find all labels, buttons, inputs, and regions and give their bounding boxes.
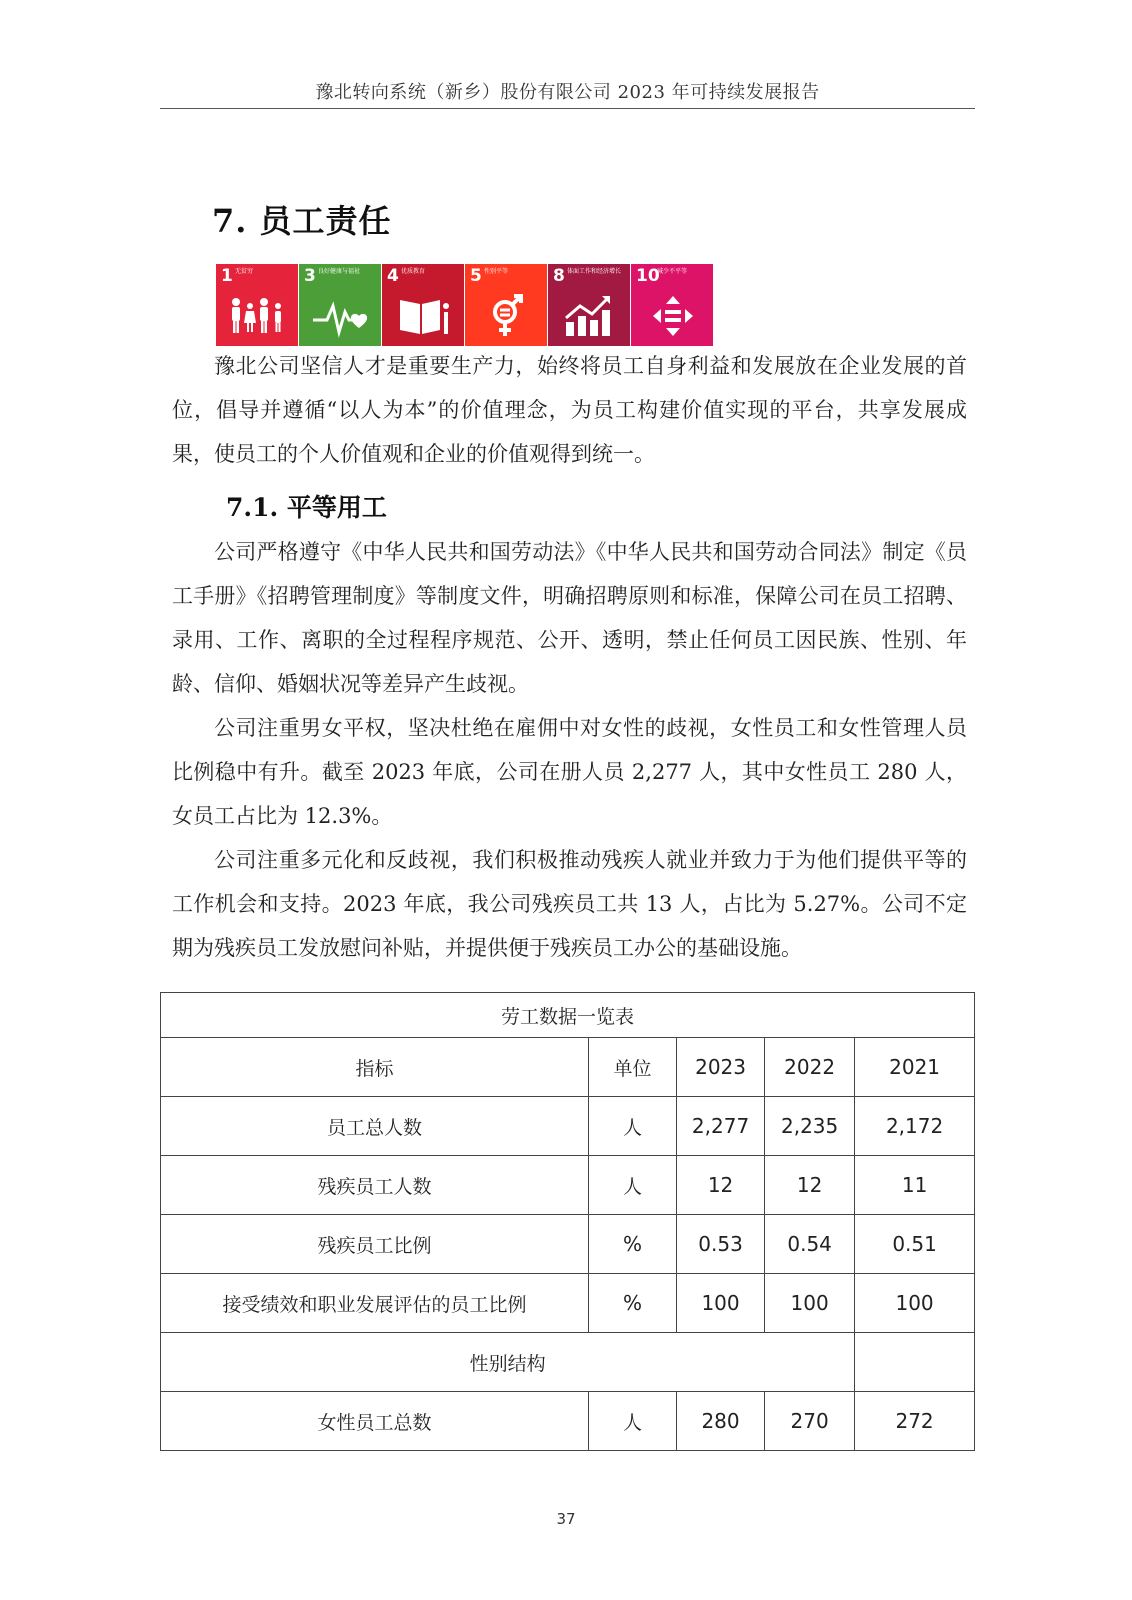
cell-2023: 2,277 [677,1097,765,1156]
intro-text: 豫北公司坚信人才是重要生产力，始终将员工自身利益和发展放在企业发展的首位，倡导并遵循“以人为本”的价值理念，为员工构建价值实现的平台，共享发展成果，使员工的个人价值观和企业的价值观得到统一。 [172,354,967,466]
book-icon [394,292,454,338]
sdg-number: 10 [636,266,660,286]
sdg-label: 性别平等 [484,268,509,275]
cell-2022: 0.54 [765,1215,855,1274]
cell-2021: 100 [855,1274,975,1333]
cell-2021: 11 [855,1156,975,1215]
sdg-10-tile [631,264,713,346]
cell-2022: 12 [765,1156,855,1215]
page-number: 37 [556,1510,576,1528]
table-row [161,1097,975,1156]
column-header: 指标 [161,1038,589,1097]
sdg-label: 体面工作和经济增长 [567,268,622,275]
sdg-number: 8 [553,266,565,286]
table-caption-row [161,993,975,1038]
sdg-label: 良好健康与福祉 [318,268,361,275]
row-label: 残疾员工人数 [161,1156,589,1215]
body-paragraphs [172,530,967,970]
table-row [161,1215,975,1274]
cell-2021: 2,172 [855,1097,975,1156]
empty-cell [855,1333,975,1392]
cell-2022: 270 [765,1392,855,1451]
cell-2023: 0.53 [677,1215,765,1274]
sdg-number: 1 [221,266,233,286]
row-unit: % [588,1215,676,1274]
column-header: 2021 [855,1038,975,1097]
header-divider [160,108,975,109]
table-row [161,1392,975,1451]
column-header: 单位 [588,1038,676,1097]
section-title: 7. 员工责任 [212,202,392,240]
row-unit: % [588,1274,676,1333]
sdg-label: 减少不平等 [657,268,688,275]
family-icon [228,292,288,338]
row-unit: 人 [588,1097,676,1156]
sdg-icon-row [216,264,713,346]
cell-2022: 2,235 [765,1097,855,1156]
equality-icon [643,292,703,338]
cell-2022: 100 [765,1274,855,1333]
group-label: 性别结构 [161,1333,855,1392]
table-row [161,1156,975,1215]
row-label: 员工总人数 [161,1097,589,1156]
running-header: 豫北转向系统（新乡）股份有限公司 2023 年可持续发展报告 [315,82,820,103]
table-row [161,1274,975,1333]
sdg-5-tile [465,264,547,346]
sdg-number: 3 [304,266,316,286]
paragraph-equal-employment: 公司严格遵守《中华人民共和国劳动法》《中华人民共和国劳动合同法》制定《员工手册》《招聘管理制度》等制度文件，明确招聘原则和标准，保障公司在员工招聘、录用、工作、离职的全过程程序规范、公开、透明，禁止任何员工因民族、性别、年龄、信仰、婚姻状况等差异产生歧视。 [172,540,967,696]
row-label: 残疾员工比例 [161,1215,589,1274]
growth-chart-icon [560,292,620,338]
sdg-8-tile [548,264,630,346]
gender-icon [477,292,537,338]
subsection-title: 7.1. 平等用工 [226,493,387,522]
column-header: 2022 [765,1038,855,1097]
cell-2021: 272 [855,1392,975,1451]
row-unit: 人 [588,1392,676,1451]
sdg-number: 4 [387,266,399,286]
table-header-row [161,1038,975,1097]
paragraph-disability-inclusion: 公司注重多元化和反歧视，我们积极推动残疾人就业并致力于为他们提供平等的工作机会和支持。2023 年底，我公司残疾员工共 13 人，占比为 5.27%。公司不定期为残疾员工发放慰问补贴，并提供便于残疾员工办公的基础设施。 [172,848,967,960]
intro-paragraph [172,344,967,476]
sdg-3-tile [299,264,381,346]
cell-2023: 280 [677,1392,765,1451]
row-unit: 人 [588,1156,676,1215]
labor-data-table [160,992,975,1451]
cell-2023: 100 [677,1274,765,1333]
sdg-1-tile [216,264,298,346]
heartbeat-icon [311,292,371,338]
row-label: 接受绩效和职业发展评估的员工比例 [161,1274,589,1333]
paragraph-gender-equality: 公司注重男女平权，坚决杜绝在雇佣中对女性的歧视，女性员工和女性管理人员比例稳中有升。截至 2023 年底，公司在册人员 2,277 人，其中女性员工 280 人，女员工占比为 12.3%。 [172,716,967,828]
column-header: 2023 [677,1038,765,1097]
table-caption: 劳工数据一览表 [161,993,975,1038]
row-label: 女性员工总数 [161,1392,589,1451]
cell-2021: 0.51 [855,1215,975,1274]
sdg-4-tile [382,264,464,346]
sdg-number: 5 [470,266,482,286]
sdg-label: 无贫穷 [235,268,254,275]
cell-2023: 12 [677,1156,765,1215]
sdg-label: 优质教育 [401,268,426,275]
table-group-row [161,1333,975,1392]
